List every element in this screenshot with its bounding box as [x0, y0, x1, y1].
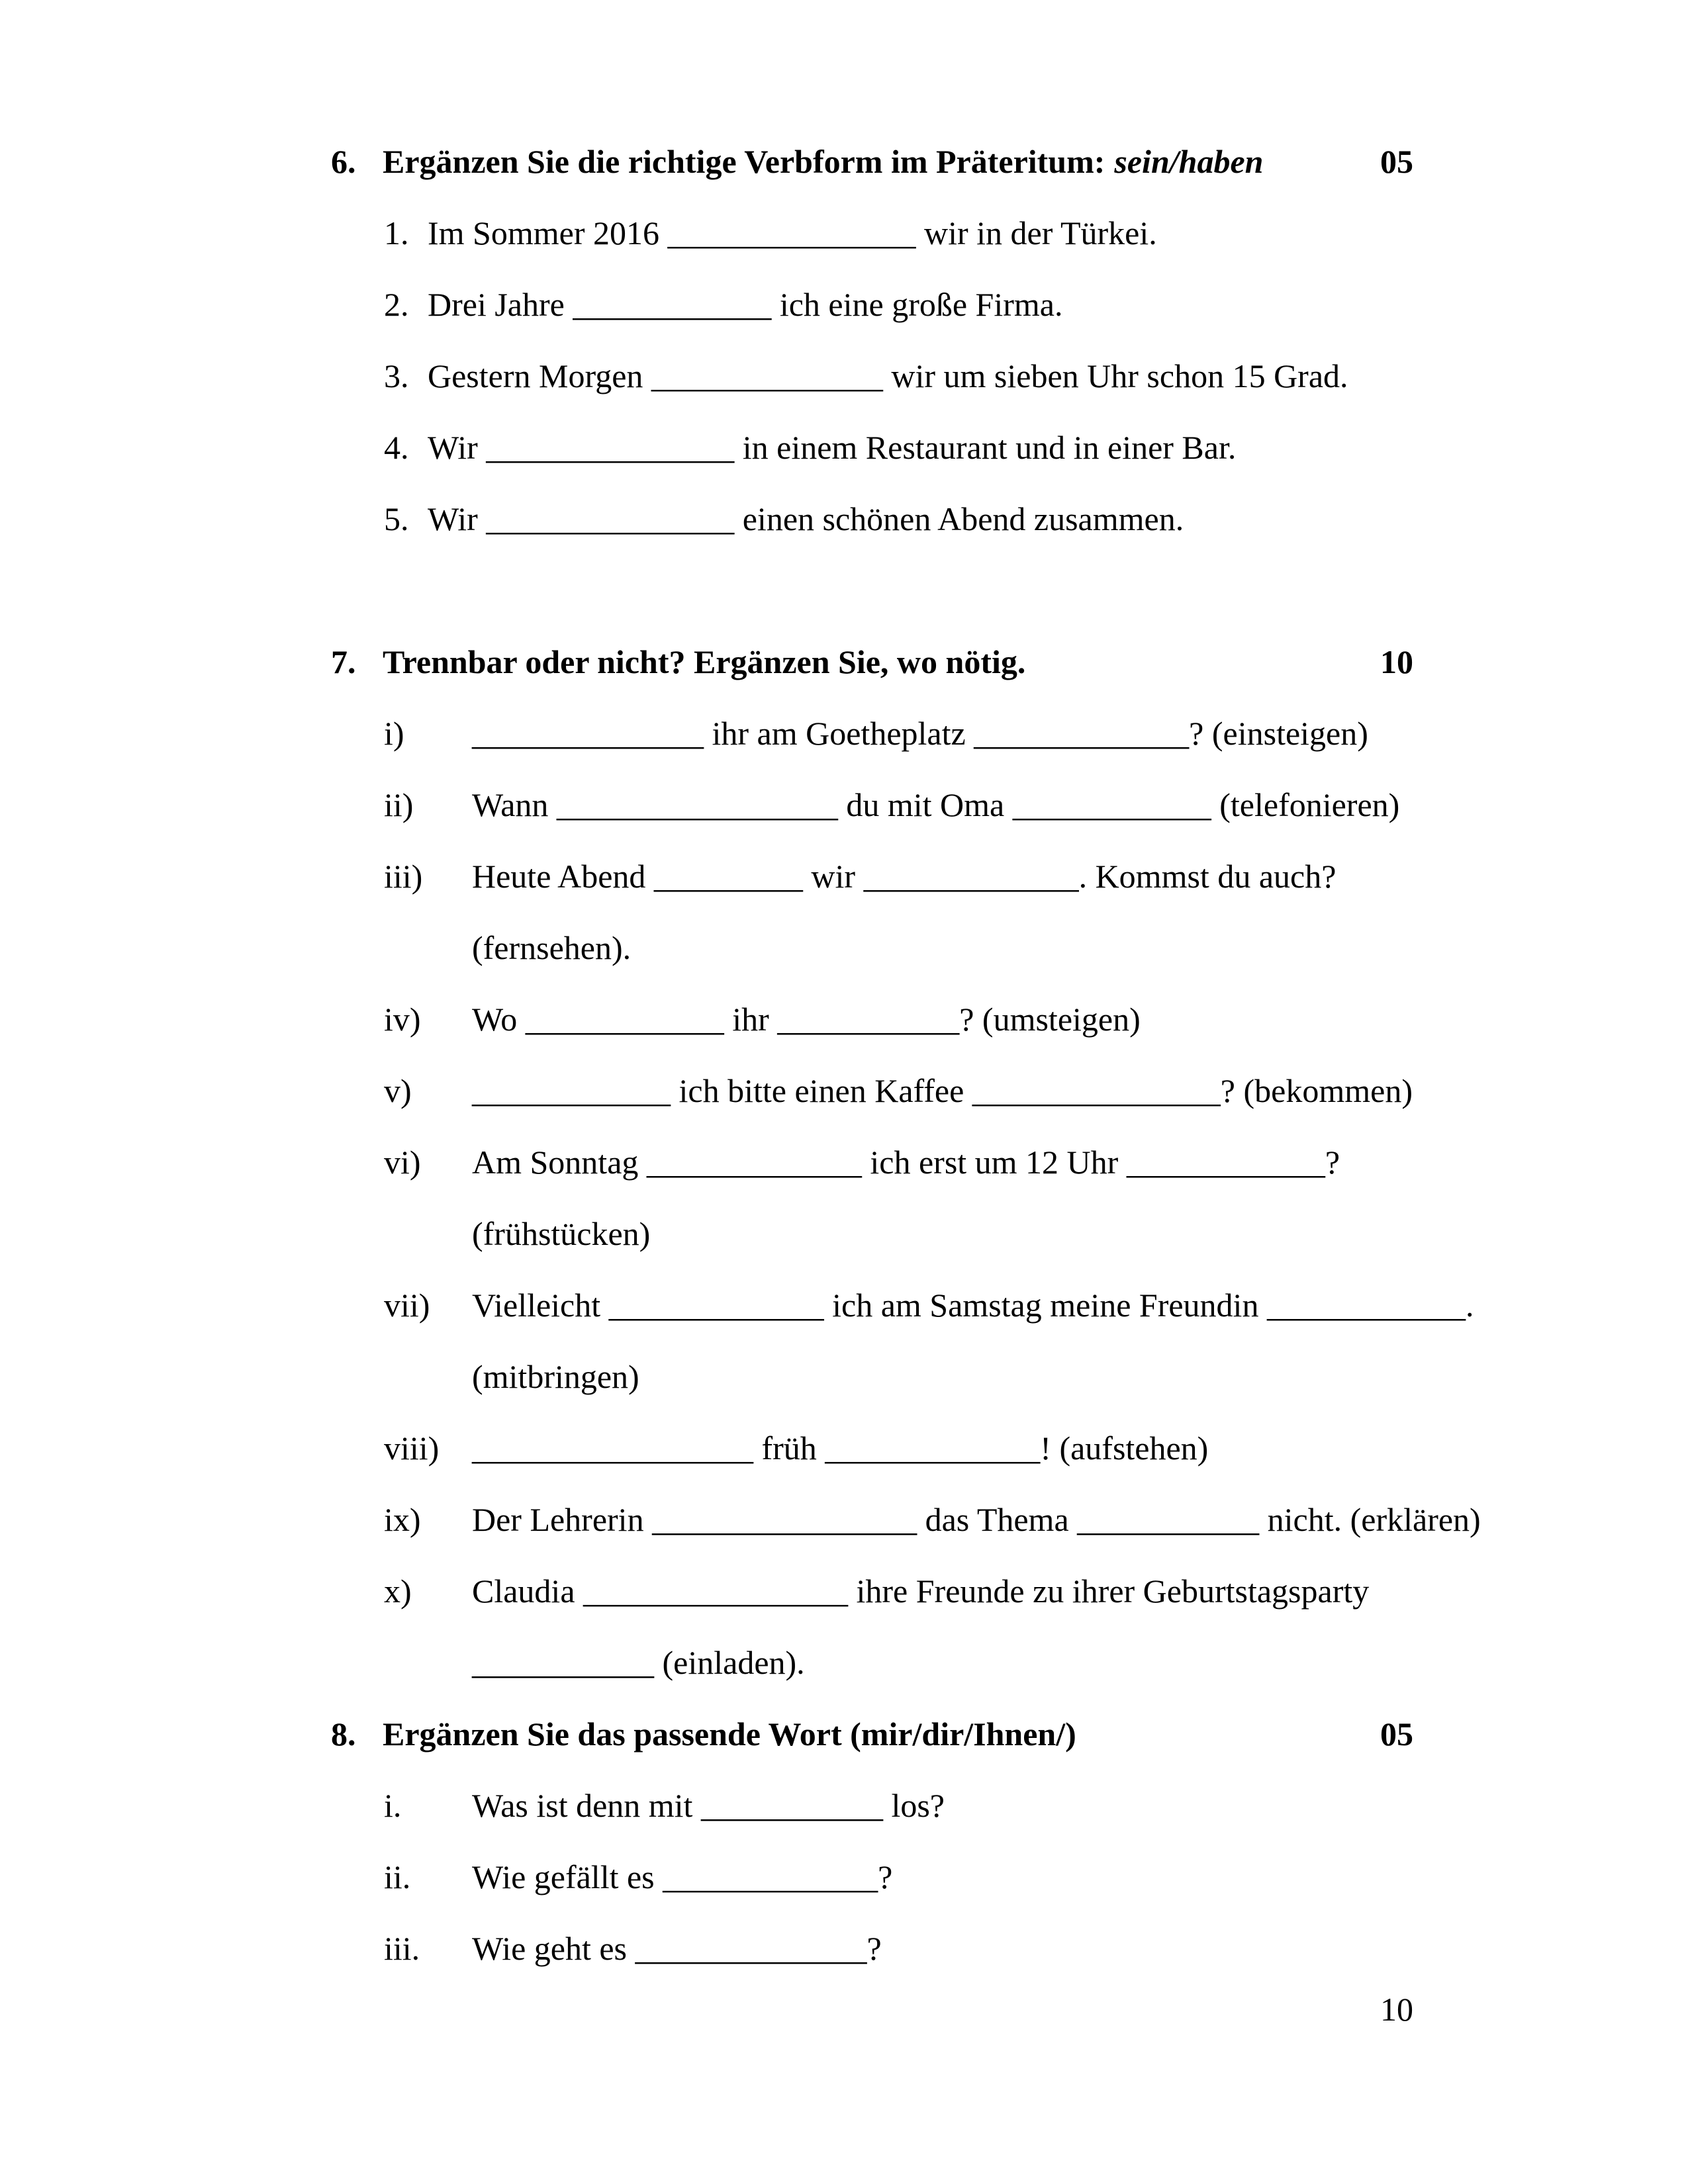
item-label: iv): [384, 1001, 421, 1038]
item-text: Im Sommer 2016 _______________ wir in der Türkei.: [428, 214, 1157, 251]
item-text: ____________ ich bitte einen Kaffee _______________? (bekommen): [472, 1072, 1413, 1109]
list-item: [384, 1126, 1413, 1269]
item-text: Wo ____________ ihr ___________? (umsteigen): [472, 1001, 1141, 1038]
item-text: ______________ ihr am Goetheplatz _____________? (einsteigen): [472, 715, 1368, 752]
list-item: [384, 1555, 1413, 1698]
question-7: [331, 626, 1481, 1698]
item-label: v): [384, 1072, 412, 1109]
question-title: Trennbar oder nicht? Ergänzen Sie, wo nötig.: [383, 643, 1026, 680]
list-item: [384, 983, 1413, 1055]
question-title-emphasis: sein/haben: [1114, 143, 1264, 180]
list-item: [384, 197, 1413, 269]
question-marks: 10: [1380, 643, 1413, 680]
item-text-line: (fernsehen).: [472, 929, 632, 966]
item-text: Drei Jahre ____________ ich eine große Firma.: [428, 286, 1063, 323]
question-6-items: [384, 197, 1413, 555]
item-label: ii): [384, 786, 414, 823]
question-6: [331, 126, 1413, 555]
item-text: Gestern Morgen ______________ wir um sieben Uhr schon 15 Grad.: [428, 357, 1348, 394]
item-label: 3.: [384, 357, 409, 394]
item-label: iii.: [384, 1930, 420, 1967]
list-item: [384, 698, 1413, 769]
list-item: [384, 340, 1413, 412]
item-label: 1.: [384, 214, 409, 251]
item-text-line: Am Sonntag _____________ ich erst um 12 Uhr ____________?: [472, 1144, 1340, 1181]
item-label: 5.: [384, 500, 409, 537]
item-text: Wir _______________ einen schönen Abend zusammen.: [428, 500, 1184, 537]
list-item: [384, 769, 1413, 841]
question-marks: 05: [1380, 1715, 1413, 1752]
list-item: [384, 1055, 1413, 1126]
item-text: [472, 841, 1336, 983]
item-text: [472, 1269, 1474, 1412]
item-label: ix): [384, 1501, 421, 1538]
item-text: [472, 1555, 1369, 1698]
item-text: Wir _______________ in einem Restaurant und in einer Bar.: [428, 429, 1237, 466]
item-text: Der Lehrerin ________________ das Thema ___________ nicht. (erklären): [472, 1501, 1481, 1538]
item-label: 4.: [384, 429, 409, 466]
item-text: Wann _________________ du mit Oma ____________ (telefonieren): [472, 786, 1400, 823]
question-8-heading: [331, 1698, 1413, 1770]
item-label: viii): [384, 1430, 440, 1467]
item-label: iii): [384, 858, 423, 895]
item-label: vi): [384, 1144, 421, 1181]
list-item: [384, 1913, 1413, 1984]
list-item: [384, 269, 1413, 340]
list-item: [384, 1770, 1413, 1841]
item-text-line: Vielleicht _____________ ich am Samstag meine Freundin ____________.: [472, 1287, 1474, 1324]
question-title: Ergänzen Sie das passende Wort (mir/dir/Ihnen/): [383, 1715, 1076, 1752]
list-item: [384, 483, 1413, 555]
list-item: [384, 841, 1413, 983]
question-title: Ergänzen Sie die richtige Verbform im Präteritum:: [383, 143, 1105, 180]
item-text: Wie geht es ______________?: [472, 1930, 882, 1967]
list-item: [384, 1412, 1413, 1484]
section-gap: [331, 555, 1413, 626]
item-text-line: (mitbringen): [472, 1358, 639, 1395]
list-item: [384, 1484, 1481, 1555]
item-text: Was ist denn mit ___________ los?: [472, 1787, 945, 1824]
item-label: ii.: [384, 1858, 411, 1895]
item-label: x): [384, 1572, 412, 1610]
question-number: 6.: [331, 143, 356, 180]
item-text: [472, 1126, 1340, 1269]
question-number: 7.: [331, 643, 356, 680]
question-6-heading: [331, 126, 1413, 197]
question-number: 8.: [331, 1715, 356, 1752]
item-label: 2.: [384, 286, 409, 323]
item-label: vii): [384, 1287, 430, 1324]
question-7-heading: [331, 626, 1413, 698]
item-text: Wie gefällt es _____________?: [472, 1858, 893, 1895]
question-7-items: [384, 698, 1481, 1698]
list-item: [384, 1841, 1413, 1913]
item-text-line: ___________ (einladen).: [472, 1644, 805, 1681]
item-text-line: Heute Abend _________ wir _____________. Kommst du auch?: [472, 858, 1336, 895]
page-content: [331, 126, 1481, 1984]
list-item: [384, 1269, 1474, 1412]
item-text: _________________ früh _____________! (aufstehen): [472, 1430, 1209, 1467]
list-item: [384, 412, 1413, 483]
page-number: 10: [1380, 1991, 1413, 2028]
item-label: i.: [384, 1787, 402, 1824]
question-marks: 05: [1380, 143, 1413, 180]
question-8: [331, 1698, 1413, 1984]
question-8-items: [384, 1770, 1413, 1984]
item-text-line: (frühstücken): [472, 1215, 651, 1252]
item-text-line: Claudia ________________ ihre Freunde zu ihrer Geburtstagsparty: [472, 1572, 1370, 1610]
item-label: i): [384, 715, 404, 752]
